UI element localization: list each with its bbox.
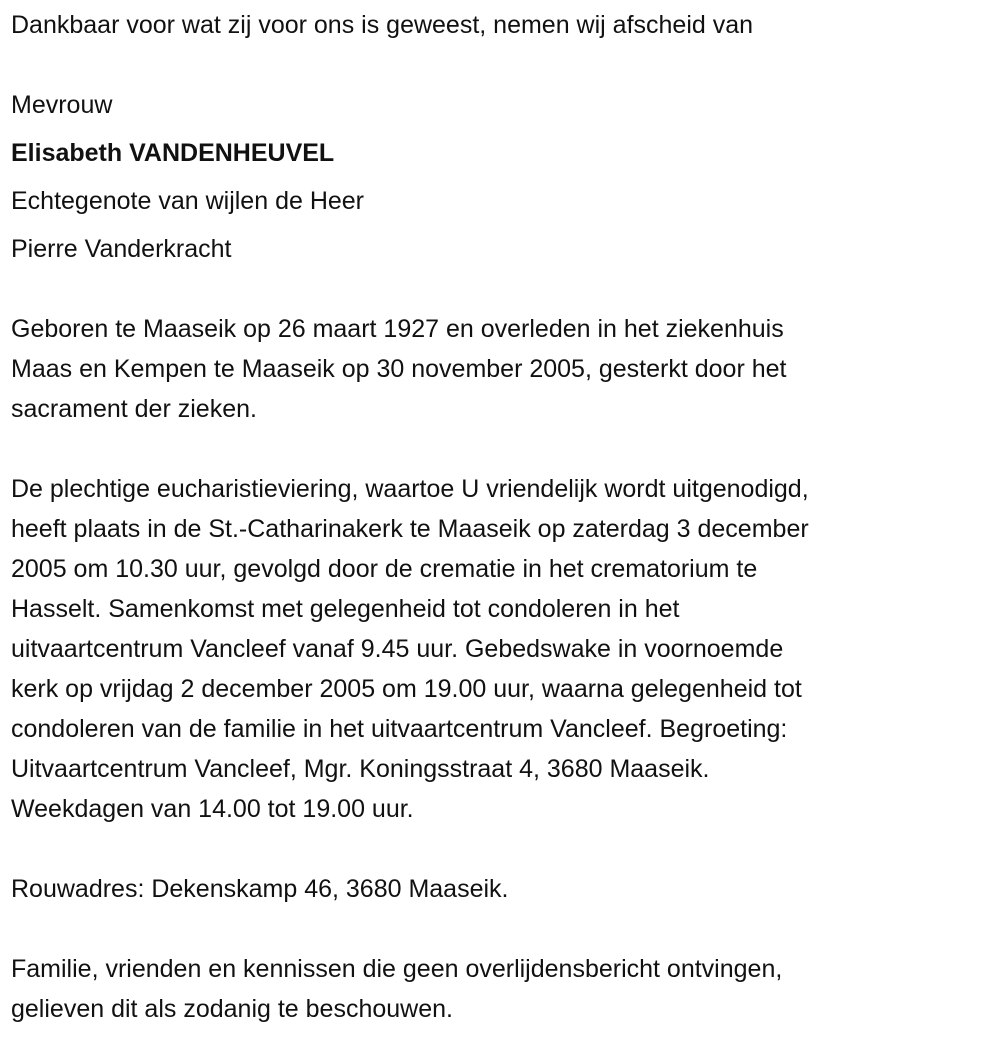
spouse-name: Pierre Vanderkracht — [11, 235, 232, 263]
mourning-address: Rouwadres: Dekenskamp 46, 3680 Maaseik. — [11, 875, 509, 903]
intro-paragraph — [11, 5, 1000, 45]
text-line: uitvaartcentrum Vancleef vanaf 9.45 uur. Gebedswake in voornoemde — [11, 635, 784, 663]
text-line: Hasselt. Samenkomst met gelegenheid tot condoleren in het — [11, 595, 680, 623]
text-line: heeft plaats in de St.-Catharinakerk te Maaseik op zaterdag 3 december — [11, 515, 809, 543]
honorific: Mevrouw — [11, 91, 113, 119]
text-line: De plechtige eucharistieviering, waartoe U vriendelijk wordt uitgenodigd, — [11, 475, 809, 503]
text-line: gelieven dit als zodanig te beschouwen. — [11, 995, 453, 1023]
ceremony-paragraph — [11, 469, 1000, 829]
text-line: 2005 om 10.30 uur, gevolgd door de crematie in het crematorium te — [11, 555, 758, 583]
text-line: Geboren te Maaseik op 26 maart 1927 en overleden in het ziekenhuis — [11, 315, 784, 343]
text-line: Uitvaartcentrum Vancleef, Mgr. Koningsstraat 4, 3680 Maaseik. — [11, 755, 710, 783]
intro-text: Dankbaar voor wat zij voor ons is geweest, nemen wij afscheid van — [11, 11, 754, 39]
relation: Echtegenote van wijlen de Heer — [11, 187, 365, 215]
deceased-name: Elisabeth VANDENHEUVEL — [11, 139, 335, 167]
address-paragraph — [11, 869, 1000, 909]
text-line: kerk op vrijdag 2 december 2005 om 19.00 uur, waarna gelegenheid tot — [11, 675, 802, 703]
text-line: Familie, vrienden en kennissen die geen overlijdensbericht ontvingen, — [11, 955, 783, 983]
text-line: sacrament der zieken. — [11, 395, 257, 423]
text-line: Weekdagen van 14.00 tot 19.00 uur. — [11, 795, 414, 823]
birth-paragraph — [11, 309, 1000, 429]
deceased-header — [11, 81, 1000, 273]
text-line: condoleren van de familie in het uitvaartcentrum Vancleef. Begroeting: — [11, 715, 788, 743]
closing-paragraph — [11, 949, 1000, 1029]
text-line: Maas en Kempen te Maaseik op 30 november 2005, gesterkt door het — [11, 355, 787, 383]
